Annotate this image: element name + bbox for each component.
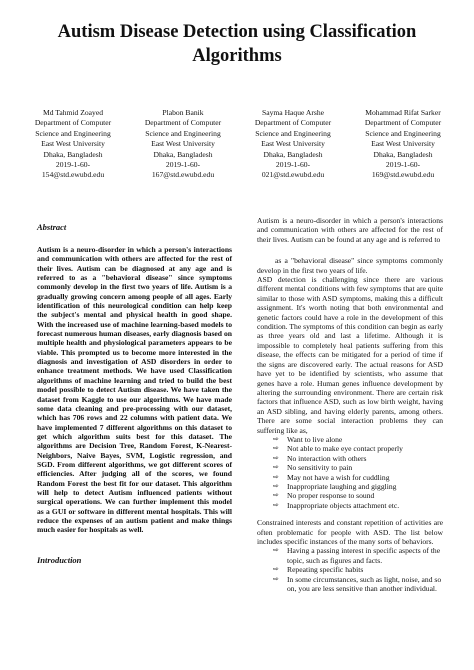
author-email: 021@std.ewubd.edu (261, 170, 325, 180)
author-university: East West University (41, 139, 105, 149)
author-dept: Department of Computer (254, 118, 332, 128)
arrow-bullet-icon: ⇨ (273, 434, 279, 443)
introduction-heading: Introduction (37, 554, 82, 565)
arrow-bullet-icon: ⇨ (273, 481, 279, 490)
arrow-bullet-icon: ⇨ (273, 574, 279, 583)
list-item: ⇨ Want to live alone (273, 434, 343, 444)
arrow-bullet-icon: ⇨ (273, 444, 279, 453)
author-block (18, 108, 458, 181)
list-item: ⇨ In some circumstances, such as light, noise, and so on, you are less sensitive than another individual. (273, 574, 442, 594)
author-id: 2019-1-60- (385, 160, 421, 170)
right-column (257, 216, 443, 593)
arrow-bullet-icon: ⇨ (273, 491, 279, 500)
author-3 (238, 108, 348, 181)
author-email: 154@std.ewubd.edu (41, 170, 105, 180)
author-1 (18, 108, 128, 181)
author-city: Dhaka, Bangladesh (43, 149, 103, 159)
author-dept: Science and Engineering (35, 128, 111, 138)
list-item: ⇨ Not able to make eye contact properly (273, 444, 403, 454)
author-dept: Department of Computer (144, 118, 222, 128)
author-dept: Science and Engineering (255, 128, 331, 138)
arrow-bullet-icon: ⇨ (273, 565, 279, 574)
author-4 (348, 108, 458, 181)
author-id: 2019-1-60- (165, 160, 201, 170)
author-id: 2019-1-60- (275, 160, 311, 170)
author-university: East West University (261, 139, 325, 149)
author-id: 2019-1-60- (55, 160, 91, 170)
author-2 (128, 108, 238, 181)
author-city: Dhaka, Bangladesh (373, 149, 433, 159)
author-dept: Department of Computer (364, 118, 442, 128)
intro-paragraph-4: Constrained interests and constant repetition of activities are often problematic for people with ASD. The list below includes specific instances of the many sorts of behaviors. (257, 518, 443, 546)
arrow-bullet-icon: ⇨ (273, 500, 279, 509)
title-line-2: Algorithms (192, 46, 282, 66)
list-item: ⇨ No proper response to sound (273, 491, 375, 501)
abstract-heading: Abstract (37, 222, 67, 232)
author-dept: Department of Computer (34, 118, 112, 128)
behavior-list (257, 546, 443, 593)
author-dept: Science and Engineering (365, 128, 441, 138)
list-item: ⇨ Repeating specific habits (273, 565, 364, 575)
intro-paragraph-3: ASD detection is challenging since there are various different mental conditions with few symptoms that are quite similar to those with ASD symptoms, making this a difficult assignment. It's worth noting that both environmental and genetic factors could have a role in the development of this condition. The symptoms of this condition can begin as early as three years old and last a lifetime. Although it is impossible to completely heal patients suffering from this disease, the effects can be mitigated for a period of time if the signs are discovered early. The actual reasons for ASD have yet to be identified by scientists, who assume that genes have a role. Human genes influence development by altering the surrounding environment. There are certain risk factors that influence ASD, such as low birth weight, having an ASD sibling, and having elderly parents, among others. There are some social interaction problems they can suffering like as, (257, 275, 443, 435)
list-item: ⇨ May not have a wish for cuddling (273, 472, 390, 482)
author-university: East West University (371, 139, 435, 149)
author-name: Sayma Haque Arshe (262, 108, 324, 117)
arrow-bullet-icon: ⇨ (273, 453, 279, 462)
author-email: 167@std.ewubd.edu (151, 170, 215, 180)
author-name: Plabon Banik (162, 108, 204, 117)
author-name: Md Tahmid Zoayed (42, 108, 104, 117)
arrow-bullet-icon: ⇨ (273, 546, 279, 555)
list-item: ⇨ No interaction with others (273, 453, 367, 463)
author-city: Dhaka, Bangladesh (153, 149, 213, 159)
author-name: Mohammad Rifat Sarker (365, 108, 441, 117)
author-university: East West University (151, 139, 215, 149)
list-item: ⇨ No sensitivity to pain (273, 463, 353, 473)
intro-paragraph-2: as a "behavioral disease" since symptoms commonly develop in the first two years of life. (257, 256, 443, 275)
abstract-text: Autism is a neuro-disorder in which a person's interactions and communication with others are affected for the rest of their lives. Autism can be diagnosed at any age and is referred to as a "behavioral disease" since symptoms commonly develop in the first two years of life. Autism is a gradually growing concern among people of all ages. Early identification of this neurological condition can help keep the subject's mental and physical health in good shape. With the increased use of machine learning-based models to forecast numerous human diseases, early diagnosis based on multiple health and physiological parameters appears to be viable. This prompted us to become more interested in the diagnosis and investigation of ASD disorders in order to enhance treatment methods. We have used Classification algorithms of machine learning and tried to build the best model possible to detect Autism disease. We have taken the dataset from Kaggle to use our algorithms. We have made some data cleaning and pre-processing with our dataset, which has 706 rows and 22 columns with patient data. We have implemented 7 different algorithms on this dataset to get which algorithm suits best for this dataset. The algorithms are Decision Tree, Random Forest, K-Nearest-Neighbors, Naive Bayes, SVM, Logistic regression, and SGD. From different algorithms, we got different scores of efficiencies. After judging all of the scores, we found Random Forest the best fit for our dataset. This algorithm will help to detect Autism influenced patients without surgical operations. We can further implement this model as a GUI or software in different mental hospitals. This will reduce the expenses of an autism patient and make things much easier for hospitals as well. (37, 245, 232, 535)
list-item: ⇨ Inappropriate laughing and giggling (273, 481, 397, 491)
author-email: 169@std.ewubd.edu (371, 170, 435, 180)
left-column (37, 222, 232, 565)
list-item: ⇨ Having a passing interest in specific aspects of the topic, such as figures and facts. (273, 546, 441, 565)
author-city: Dhaka, Bangladesh (263, 149, 323, 159)
arrow-bullet-icon: ⇨ (273, 472, 279, 481)
author-dept: Science and Engineering (145, 128, 221, 138)
social-problems-list (257, 435, 443, 510)
intro-paragraph-1: Autism is a neuro-disorder in which a person's interactions and communication with others are affected for the rest of their lives. Autism can be found at any age and is referred to (257, 216, 443, 244)
list-item: ⇨ Inappropriate objects attachment etc. (273, 500, 400, 510)
paper-title (0, 20, 474, 68)
arrow-bullet-icon: ⇨ (273, 463, 279, 472)
title-line-1: Autism Disease Detection using Classification (57, 22, 417, 42)
